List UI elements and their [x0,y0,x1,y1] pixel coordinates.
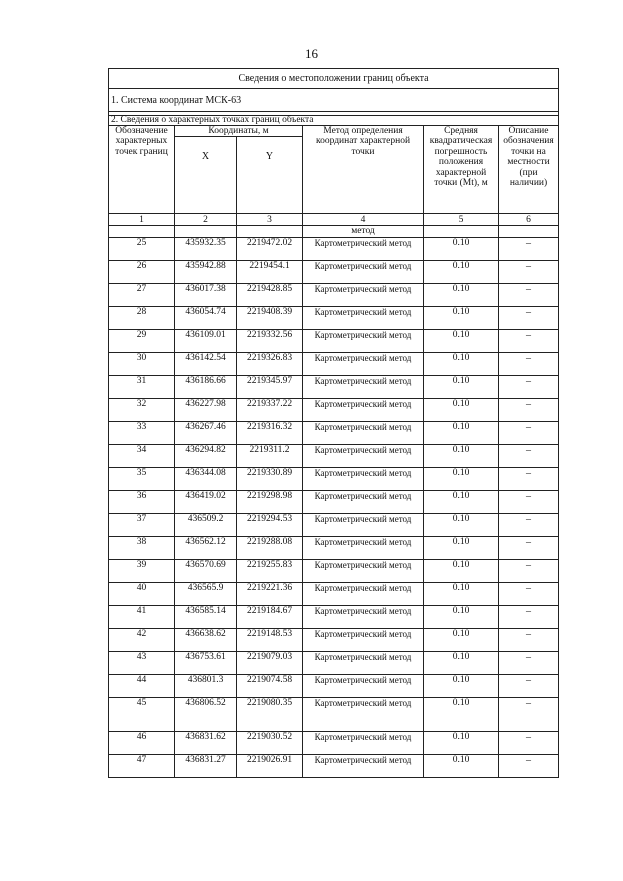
method-cell: Картометрический метод [303,514,424,537]
table-row [109,560,559,583]
coordinate-y: 2219030.52 [237,732,303,755]
error-cell: 0.10 [424,560,499,583]
error-cell: 0.10 [424,468,499,491]
table-row [109,376,559,399]
coordinate-y: 2219080.35 [237,698,303,732]
description-cell: – [499,330,559,353]
coordinate-y: 2219330.89 [237,468,303,491]
column-number: 5 [424,214,499,226]
coordinate-x: 436054.74 [175,307,237,330]
coordinate-x: 436344.08 [175,468,237,491]
column-number: 2 [175,214,237,226]
method-cell: Картометрический метод [303,675,424,698]
coordinate-y: 2219255.83 [237,560,303,583]
point-number: 36 [109,491,175,514]
column-number: 1 [109,214,175,226]
method-cell: Картометрический метод [303,330,424,353]
coordinate-x: 436638.62 [175,629,237,652]
coordinate-y: 2219428.85 [237,284,303,307]
coordinate-y: 2219472.02 [237,238,303,261]
point-number: 40 [109,583,175,606]
error-cell: 0.10 [424,652,499,675]
point-number: 47 [109,755,175,778]
method-cell: Картометрический метод [303,261,424,284]
header-designation: Обозначение характерных точек границ [109,126,175,214]
point-number: 42 [109,629,175,652]
coordinate-y: 2219074.58 [237,675,303,698]
continued-method: метод [303,226,424,238]
coordinate-x: 436294.82 [175,445,237,468]
point-number: 43 [109,652,175,675]
method-cell: Картометрический метод [303,445,424,468]
table-row [109,537,559,560]
coordinate-x: 436186.66 [175,376,237,399]
point-number: 28 [109,307,175,330]
error-cell: 0.10 [424,376,499,399]
error-cell: 0.10 [424,399,499,422]
table-row [109,238,559,261]
description-cell: – [499,629,559,652]
table-row [109,468,559,491]
method-cell: Картометрический метод [303,422,424,445]
coordinate-y: 2219345.97 [237,376,303,399]
table-row [109,399,559,422]
point-number: 27 [109,284,175,307]
coordinate-y: 2219079.03 [237,652,303,675]
point-number: 29 [109,330,175,353]
coordinate-x: 436831.62 [175,732,237,755]
description-cell: – [499,537,559,560]
coordinate-y: 2219184.67 [237,606,303,629]
method-cell: Картометрический метод [303,376,424,399]
error-cell: 0.10 [424,445,499,468]
description-cell: – [499,755,559,778]
error-cell: 0.10 [424,755,499,778]
header-coordinates: Координаты, м [175,126,303,137]
coordinate-y: 2219148.53 [237,629,303,652]
coordinate-x: 436753.61 [175,652,237,675]
section-title: 2. Сведения о характерных точках границ объекта [109,116,559,126]
table-row [109,514,559,537]
error-cell: 0.10 [424,284,499,307]
method-cell: Картометрический метод [303,652,424,675]
point-number: 44 [109,675,175,698]
coordinate-system: 1. Система координат МСК-63 [109,89,559,112]
point-number: 30 [109,353,175,376]
table-row [109,330,559,353]
point-number: 34 [109,445,175,468]
page-number: 16 [305,46,318,61]
table-row [109,652,559,675]
coordinate-x: 435942.88 [175,261,237,284]
point-number: 25 [109,238,175,261]
coordinate-x: 436142.54 [175,353,237,376]
header-y: Y [237,137,303,214]
method-cell: Картометрический метод [303,606,424,629]
coordinate-x: 435932.35 [175,238,237,261]
description-cell: – [499,583,559,606]
description-cell: – [499,445,559,468]
description-cell: – [499,422,559,445]
column-number: 6 [499,214,559,226]
table-row [109,491,559,514]
method-cell: Картометрический метод [303,629,424,652]
coordinate-y: 2219316.32 [237,422,303,445]
description-cell: – [499,238,559,261]
table-row [109,422,559,445]
continued-row [109,226,559,238]
coordinate-x: 436017.38 [175,284,237,307]
coordinate-x: 436801.3 [175,675,237,698]
table-row [109,261,559,284]
point-number: 26 [109,261,175,284]
method-cell: Картометрический метод [303,583,424,606]
method-cell: Картометрический метод [303,698,424,732]
header-method: Метод определения координат характерной точки [303,126,424,214]
method-cell: Картометрический метод [303,732,424,755]
coordinate-y: 2219326.83 [237,353,303,376]
error-cell: 0.10 [424,353,499,376]
method-cell: Картометрический метод [303,755,424,778]
method-cell: Картометрический метод [303,560,424,583]
point-number: 35 [109,468,175,491]
point-number: 39 [109,560,175,583]
error-cell: 0.10 [424,491,499,514]
boundary-points-table [108,68,559,778]
point-number: 32 [109,399,175,422]
point-number: 45 [109,698,175,732]
table-row [109,307,559,330]
method-cell: Картометрический метод [303,353,424,376]
coordinate-x: 436562.12 [175,537,237,560]
header-error: Средняя квадратическая погрешность положения характерной точки (Mt), м [424,126,499,214]
coordinate-y: 2219332.56 [237,330,303,353]
coordinate-y: 2219408.39 [237,307,303,330]
coordinate-y: 2219454.1 [237,261,303,284]
table-row [109,284,559,307]
coordinate-y: 2219026.91 [237,755,303,778]
error-cell: 0.10 [424,307,499,330]
coordinate-x: 436419.02 [175,491,237,514]
description-cell: – [499,284,559,307]
coordinate-x: 436267.46 [175,422,237,445]
coordinate-y: 2219337.22 [237,399,303,422]
method-cell: Картометрический метод [303,491,424,514]
coordinate-x: 436806.52 [175,698,237,732]
description-cell: – [499,675,559,698]
table-row [109,675,559,698]
coordinate-y: 2219221.36 [237,583,303,606]
table-row [109,606,559,629]
description-cell: – [499,514,559,537]
description-cell: – [499,399,559,422]
point-number: 31 [109,376,175,399]
error-cell: 0.10 [424,675,499,698]
column-numbers-row [109,214,559,226]
point-number: 46 [109,732,175,755]
coordinate-x: 436509.2 [175,514,237,537]
coordinate-y: 2219288.08 [237,537,303,560]
table-row [109,755,559,778]
header-x: X [175,137,237,214]
method-cell: Картометрический метод [303,537,424,560]
description-cell: – [499,698,559,732]
coordinate-x: 436570.69 [175,560,237,583]
error-cell: 0.10 [424,261,499,284]
coordinate-x: 436831.27 [175,755,237,778]
coordinate-x: 436565.9 [175,583,237,606]
column-number: 3 [237,214,303,226]
method-cell: Картометрический метод [303,468,424,491]
point-number: 33 [109,422,175,445]
table-row [109,732,559,755]
method-cell: Картометрический метод [303,399,424,422]
coordinate-y: 2219311.2 [237,445,303,468]
description-cell: – [499,732,559,755]
description-cell: – [499,261,559,284]
description-cell: – [499,606,559,629]
coordinate-x: 436227.98 [175,399,237,422]
table-row [109,629,559,652]
table-title: Сведения о местоположении границ объекта [109,69,559,89]
header-description: Описание обозначения точки на местности (при наличии) [499,126,559,214]
description-cell: – [499,652,559,675]
coordinate-y: 2219294.53 [237,514,303,537]
error-cell: 0.10 [424,330,499,353]
error-cell: 0.10 [424,698,499,732]
description-cell: – [499,376,559,399]
point-number: 38 [109,537,175,560]
error-cell: 0.10 [424,606,499,629]
point-number: 37 [109,514,175,537]
description-cell: – [499,307,559,330]
error-cell: 0.10 [424,629,499,652]
error-cell: 0.10 [424,537,499,560]
coordinate-y: 2219298.98 [237,491,303,514]
method-cell: Картометрический метод [303,284,424,307]
point-number: 41 [109,606,175,629]
error-cell: 0.10 [424,422,499,445]
column-number: 4 [303,214,424,226]
error-cell: 0.10 [424,732,499,755]
table-row [109,353,559,376]
coordinate-x: 436109.01 [175,330,237,353]
table-row [109,583,559,606]
error-cell: 0.10 [424,514,499,537]
table-row [109,445,559,468]
description-cell: – [499,468,559,491]
method-cell: Картометрический метод [303,307,424,330]
description-cell: – [499,560,559,583]
description-cell: – [499,491,559,514]
coordinate-x: 436585.14 [175,606,237,629]
table-row [109,698,559,732]
description-cell: – [499,353,559,376]
error-cell: 0.10 [424,238,499,261]
method-cell: Картометрический метод [303,238,424,261]
error-cell: 0.10 [424,583,499,606]
